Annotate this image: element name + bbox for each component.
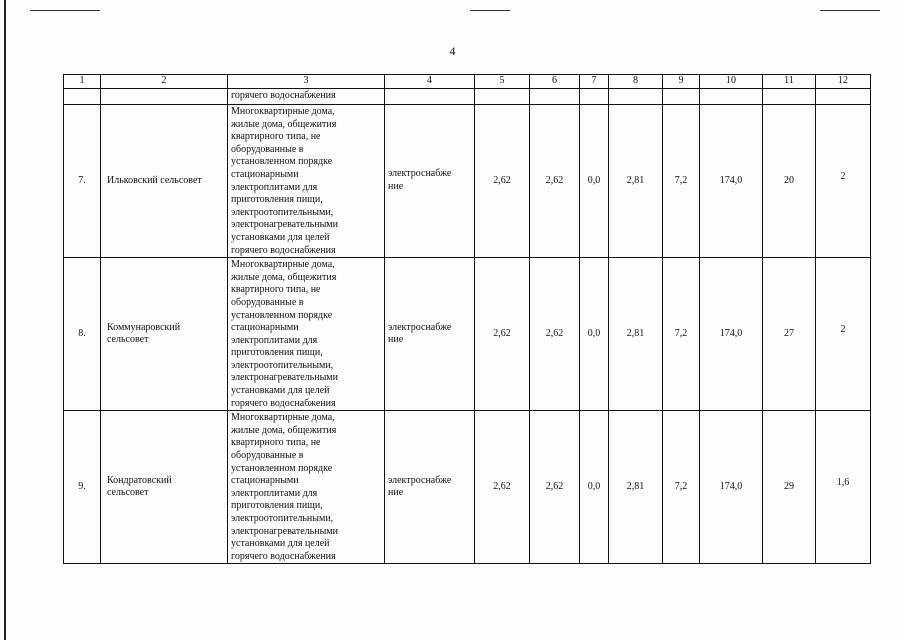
service-line: ние xyxy=(388,487,404,499)
value-col8: 2,81 xyxy=(609,105,663,258)
column-header: 11 xyxy=(763,75,816,89)
value-col11: 27 xyxy=(763,258,816,411)
table-cell xyxy=(700,89,763,105)
table-cell xyxy=(663,89,700,105)
value-col5: 2,62 xyxy=(475,411,530,564)
row-number: 9. xyxy=(64,411,101,564)
value-col11: 29 xyxy=(763,411,816,564)
service-line: ние xyxy=(388,334,404,346)
table-row xyxy=(64,105,871,258)
table-cell xyxy=(763,89,816,105)
column-header: 7 xyxy=(580,75,609,89)
settlement-name xyxy=(101,411,228,564)
description-line: установками для целей xyxy=(231,385,330,397)
description-line: установками для целей xyxy=(231,538,330,550)
description-line: жилые дома, общежития xyxy=(231,424,337,436)
description-line: оборудованные в xyxy=(231,143,304,155)
description-line: электроотопительными, xyxy=(231,513,334,524)
description-line: электроплитами для xyxy=(231,181,318,193)
table-row xyxy=(64,411,871,564)
settlement-line: Коммунаровский xyxy=(107,321,181,333)
value-col7: 0,0 xyxy=(580,411,609,564)
settlement-line: сельсовет xyxy=(107,334,149,346)
row-number: 7. xyxy=(64,105,101,258)
table-cell: горячего водоснабжения xyxy=(228,89,385,105)
settlement-name: Ильковский сельсовет xyxy=(101,105,228,258)
description-line: квартирного типа, не xyxy=(231,284,321,296)
value-col5: 2,62 xyxy=(475,258,530,411)
scan-edge-top xyxy=(30,10,100,11)
table-cell xyxy=(475,89,530,105)
description-line: стационарными xyxy=(231,475,299,487)
value-col12: 2 xyxy=(816,258,871,411)
column-number-row xyxy=(64,75,871,89)
page-number: 4 xyxy=(449,44,456,58)
description-line: электронагревательными xyxy=(231,525,338,537)
column-header: 6 xyxy=(530,75,580,89)
table-cell xyxy=(609,89,663,105)
value-col6: 2,62 xyxy=(530,411,580,564)
description-line: установленном порядке xyxy=(231,156,333,168)
description-line: электроотопительными, xyxy=(231,206,334,218)
column-header: 9 xyxy=(663,75,700,89)
description-line: электроплитами для xyxy=(231,334,318,346)
value-col6: 2,62 xyxy=(530,105,580,258)
description-line: электроотопительными, xyxy=(231,359,334,371)
table-cell xyxy=(101,89,228,105)
value-col10: 174,0 xyxy=(700,258,763,411)
service-line: электроснабже xyxy=(388,168,452,180)
scan-edge-top xyxy=(820,10,880,11)
table-row xyxy=(64,258,871,411)
column-header: 3 xyxy=(228,75,385,89)
service-line: электроснабже xyxy=(388,321,452,333)
description-line: установками для целей xyxy=(231,231,330,243)
description-line: электронагревательными xyxy=(231,219,338,231)
description-line: Многоквартирные дома, xyxy=(231,106,335,117)
row-number: 8. xyxy=(64,258,101,411)
description-line: приготовления пищи, xyxy=(231,500,323,512)
value-col6: 2,62 xyxy=(530,258,580,411)
description-line: горячего водоснабжения xyxy=(231,244,336,256)
description-line: горячего водоснабжения xyxy=(231,397,336,409)
consumer-description xyxy=(228,411,385,564)
description-line: жилые дома, общежития xyxy=(231,118,337,130)
settlement-line: сельсовет xyxy=(107,487,149,499)
column-header: 10 xyxy=(700,75,763,89)
settlement-line: Кондратовский xyxy=(107,474,172,486)
description-line: приготовления пищи, xyxy=(231,347,323,359)
value-col9: 7,2 xyxy=(663,258,700,411)
description-line: стационарными xyxy=(231,168,299,180)
description-line: стационарными xyxy=(231,322,299,334)
settlement-name xyxy=(101,258,228,411)
table-cell xyxy=(385,89,475,105)
tariff-table xyxy=(63,74,871,564)
value-col12: 1,6 xyxy=(816,411,871,564)
value-col8: 2,81 xyxy=(609,411,663,564)
description-line: Многоквартирные дома, xyxy=(231,412,335,424)
column-header: 12 xyxy=(816,75,871,89)
description-line: жилые дома, общежития xyxy=(231,271,337,283)
service-type xyxy=(385,411,475,564)
column-header: 8 xyxy=(609,75,663,89)
continuation-row xyxy=(64,89,871,105)
value-col11: 20 xyxy=(763,105,816,258)
description-line: приготовления пищи, xyxy=(231,194,323,206)
description-line: оборудованные в xyxy=(231,450,304,462)
description-line: горячего водоснабжения xyxy=(231,550,336,562)
scan-edge-left xyxy=(4,0,6,640)
value-col12: 2 xyxy=(816,105,871,258)
table-cell xyxy=(580,89,609,105)
value-col10: 174,0 xyxy=(700,411,763,564)
column-header: 1 xyxy=(64,75,101,89)
description-line: установленном порядке xyxy=(231,462,333,474)
description-line: электроплитами для xyxy=(231,487,318,499)
value-col9: 7,2 xyxy=(663,105,700,258)
service-type xyxy=(385,258,475,411)
description-line: квартирного типа, не xyxy=(231,437,321,449)
consumer-description xyxy=(228,105,385,258)
description-line: электронагревательными xyxy=(231,372,338,384)
service-line: ние xyxy=(388,181,404,193)
consumer-description xyxy=(228,258,385,411)
column-header: 2 xyxy=(101,75,228,89)
scan-edge-top xyxy=(470,10,510,11)
value-col10: 174,0 xyxy=(700,105,763,258)
value-col9: 7,2 xyxy=(663,411,700,564)
description-line: установленном порядке xyxy=(231,309,333,321)
service-line: электроснабже xyxy=(388,474,452,486)
value-col7: 0,0 xyxy=(580,258,609,411)
description-line: оборудованные в xyxy=(231,296,304,308)
table-cell xyxy=(64,89,101,105)
description-line: Многоквартирные дома, xyxy=(231,259,335,271)
column-header: 5 xyxy=(475,75,530,89)
value-col8: 2,81 xyxy=(609,258,663,411)
value-col7: 0,0 xyxy=(580,105,609,258)
table-cell xyxy=(816,89,871,105)
service-type xyxy=(385,105,475,258)
column-header: 4 xyxy=(385,75,475,89)
table-cell xyxy=(530,89,580,105)
value-col5: 2,62 xyxy=(475,105,530,258)
description-line: квартирного типа, не xyxy=(231,131,321,143)
